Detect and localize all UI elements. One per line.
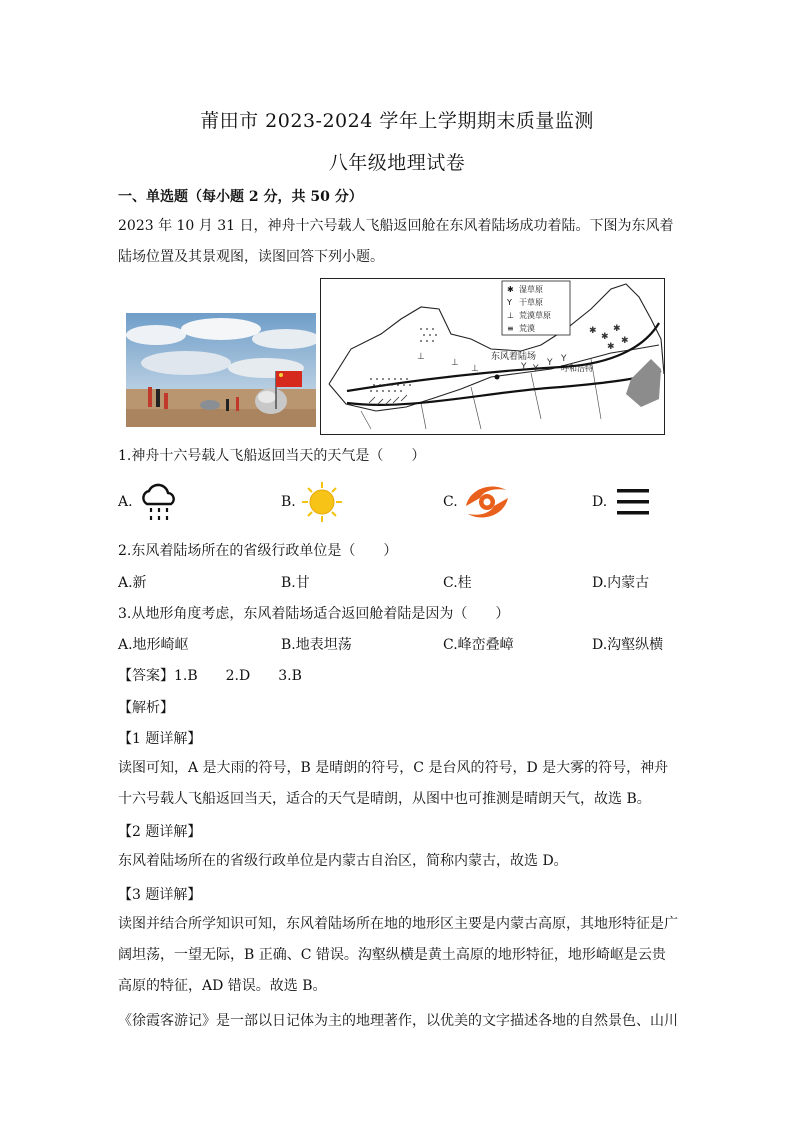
svg-text:Y: Y (561, 354, 567, 364)
analysis-3-heading: 【3 题详解】 (118, 887, 202, 903)
legend-symbol-desert-grassland: ⊥ (507, 311, 514, 320)
q1-option-a-letter: A. (118, 494, 133, 510)
analysis-1-heading: 【1 题详解】 (118, 731, 202, 747)
q2-option-d[interactable]: D.内蒙古 (592, 575, 650, 591)
svg-text:Y: Y (521, 362, 527, 372)
analysis-3-text: 读图并结合所学知识可知，东风着陆场所在地的地形区主要是内蒙古高原，其地形特征是广阔坦荡，一望无际，B 正确、C 错误。沟壑纵横是黄土高原的地形特征，地形崎岖是云贵高原的特征，AD 错误。故选 B。 (118, 916, 678, 994)
sunny-icon (300, 480, 344, 524)
question-intro: 2023 年 10 月 31 日，神舟十六号载人飞船返回舱在东风着陆场成功着陆。下图为东风着陆场位置及其景观图，读图回答下列小题。 (118, 218, 674, 265)
svg-text:⊥: ⊥ (471, 364, 479, 374)
svg-text:✱: ✱ (601, 332, 609, 342)
fog-icon (611, 480, 655, 524)
analysis-heading: 【解析】 (118, 700, 174, 716)
q2-option-c[interactable]: C.桂 (443, 575, 472, 591)
q1-option-a[interactable] (118, 480, 181, 524)
question-1-stem: 1.神舟十六号载人飞船返回当天的天气是（ ） (118, 448, 426, 464)
q2-option-b[interactable]: B.甘 (281, 575, 310, 591)
legend-symbol-desert: ≡ (507, 324, 514, 333)
q3-option-c[interactable]: C.峰峦叠嶂 (443, 637, 514, 653)
map-label-hohhot: 呼和浩特 (561, 364, 593, 373)
legend-desert-grassland: 荒漠草原 (519, 311, 551, 320)
analysis-2-heading: 【2 题详解】 (118, 824, 202, 840)
svg-text:✱: ✱ (589, 326, 597, 336)
q1-option-b-letter: B. (281, 494, 296, 510)
svg-text:⊥: ⊥ (417, 352, 425, 362)
svg-text:⊥: ⊥ (451, 358, 459, 368)
page-subtitle: 八年级地理试卷 (328, 152, 466, 174)
svg-text:✱: ✱ (621, 336, 629, 346)
map-label-landing: 东风着陆场 (491, 352, 537, 362)
page-title: 莆田市 2023-2024 学年上学期期末质量监测 (200, 110, 594, 132)
legend-symbol-wet: ✱ (507, 285, 514, 294)
next-question-intro: 《徐霞客游记》是一部以日记体为主的地理著作，以优美的文字描述各地的自然景色、山川 (118, 1013, 678, 1029)
q1-option-c-letter: C. (443, 494, 458, 510)
q1-option-d-letter: D. (592, 494, 608, 510)
svg-text:✱: ✱ (613, 324, 621, 334)
q3-option-b[interactable]: B.地表坦荡 (281, 637, 352, 653)
q3-option-d[interactable]: D.沟壑纵横 (592, 637, 664, 653)
svg-text:✱: ✱ (607, 342, 615, 352)
legend-dry-grassland: 干草原 (519, 298, 543, 307)
q1-option-d[interactable] (592, 480, 655, 524)
landing-site-map (320, 278, 665, 435)
analysis-1-text: 读图可知，A 是大雨的符号，B 是晴朗的符号，C 是台风的符号，D 是大雾的符号，神舟十六号载人飞船返回当天，适合的天气是晴朗，从图中也可推测是晴朗天气，故选 B。 (118, 760, 669, 807)
q1-option-c[interactable] (443, 480, 512, 524)
heavy-rain-icon (137, 480, 181, 524)
analysis-2-text: 东风着陆场所在的省级行政单位是内蒙古自治区，简称内蒙古，故选 D。 (118, 853, 568, 869)
legend-symbol-dry: Y (507, 298, 512, 307)
typhoon-icon (462, 480, 512, 524)
landing-site-photo (126, 313, 316, 427)
q1-option-b[interactable] (281, 480, 344, 524)
question-3-stem: 3.从地形角度考虑，东风着陆场适合返回舱着陆是因为（ ） (118, 606, 510, 622)
svg-text:Y: Y (533, 364, 539, 374)
legend-desert: 荒漠 (519, 324, 535, 333)
q2-option-a[interactable]: A.新 (118, 575, 147, 591)
section-heading: 一、单选题（每小题 2 分，共 50 分） (118, 189, 363, 205)
question-2-stem: 2.东风着陆场所在的省级行政单位是（ ） (118, 543, 398, 559)
svg-text:Y: Y (547, 358, 553, 368)
answer-line: 【答案】1.B 2.D 3.B (118, 668, 302, 684)
q3-option-a[interactable]: A.地形崎岖 (118, 637, 189, 653)
legend-wet-grassland: 湿草原 (519, 285, 543, 294)
